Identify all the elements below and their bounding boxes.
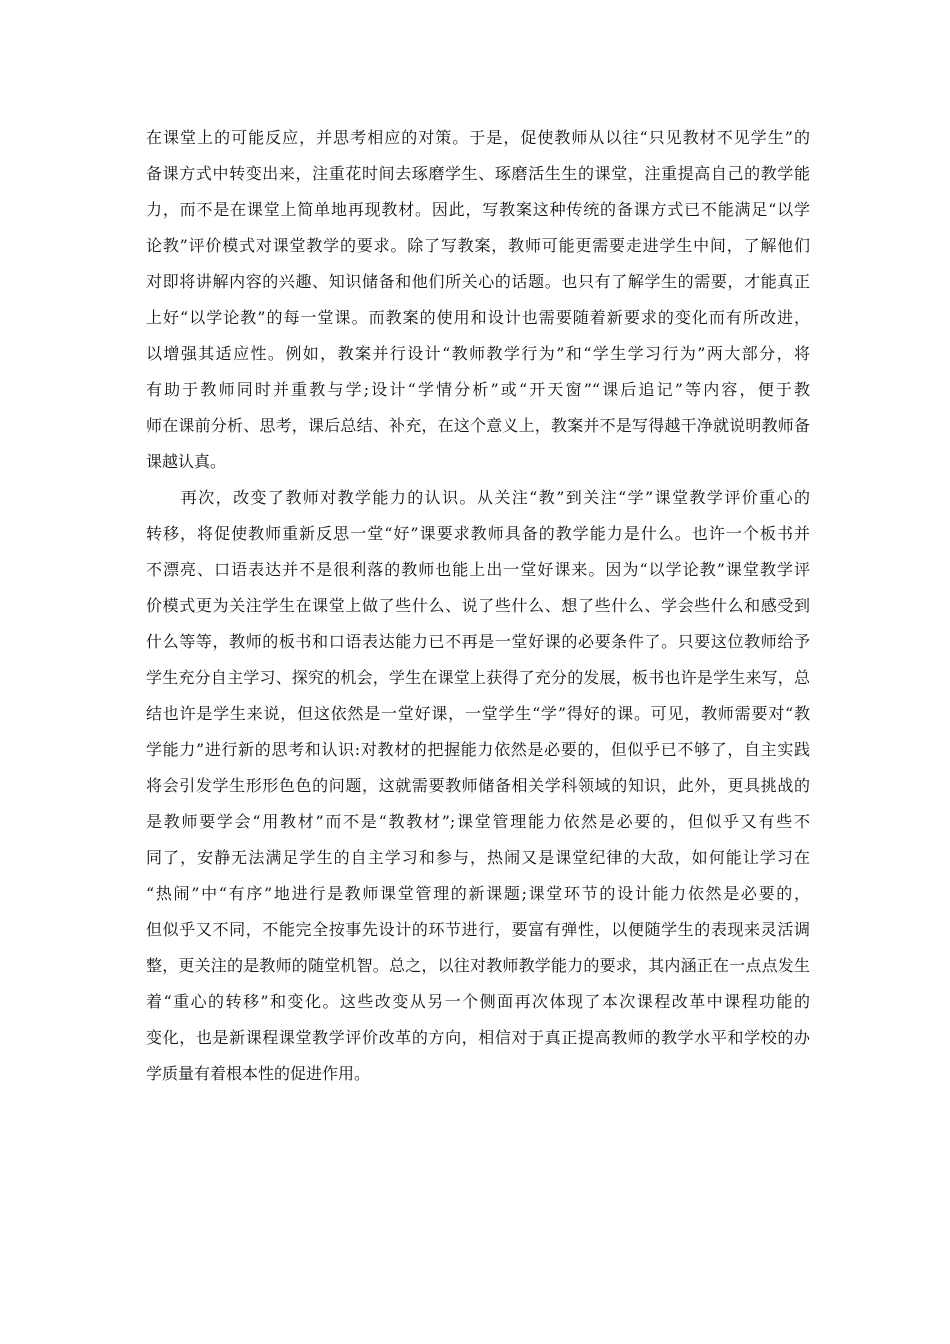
text-line: 结也许是学生来说，但这依然是一堂好课，一堂学生“学”得好的课。可见，教师需要对“教 xyxy=(146,704,810,723)
paragraph-2 xyxy=(146,480,810,1092)
text-line: 什么等等，教师的板书和口语表达能力已不再是一堂好课的必要条件了。只要这位教师给予 xyxy=(146,632,810,651)
text-line: 是教师要学会“用教材”而不是“教教材”;课堂管理能力依然是必要的，但似乎又有些不 xyxy=(146,812,810,831)
text-line: 学质量有着根本性的促进作用。 xyxy=(146,1064,371,1083)
text-line: 备课方式中转变出来，注重花时间去琢磨学生、琢磨活生生的课堂，注重提高自己的教学能 xyxy=(146,164,810,183)
text-line: 以增强其适应性。例如，教案并行设计“教师教学行为”和“学生学习行为”两大部分，将 xyxy=(146,344,810,363)
text-line: 课越认真。 xyxy=(146,452,227,471)
text-line: 整，更关注的是教师的随堂机智。总之，以往对教师教学能力的要求，其内涵正在一点点发生 xyxy=(146,956,810,975)
text-line: 将会引发学生形形色色的问题，这就需要教师储备相关学科领域的知识，此外，更具挑战的 xyxy=(146,776,810,795)
text-line: 师在课前分析、思考，课后总结、补充，在这个意义上，教案并不是写得越干净就说明教师备 xyxy=(146,416,810,435)
text-line: 但似乎又不同，不能完全按事先设计的环节进行，要富有弹性，以便随学生的表现来灵活调 xyxy=(146,920,810,939)
text-line: 对即将讲解内容的兴趣、知识储备和他们所关心的话题。也只有了解学生的需要，才能真正 xyxy=(146,272,810,291)
text-line: 学能力”进行新的思考和认识:对教材的把握能力依然是必要的，但似乎已不够了，自主实践 xyxy=(146,740,810,759)
text-line: 同了，安静无法满足学生的自主学习和参与，热闹又是课堂纪律的大敌，如何能让学习在 xyxy=(146,848,810,867)
paragraph-1 xyxy=(146,120,810,480)
text-line: 再次，改变了教师对教学能力的认识。从关注“教”到关注“学”课堂教学评价重心的 xyxy=(146,488,810,507)
text-line: 变化，也是新课程课堂教学评价改革的方向，相信对于真正提高教师的教学水平和学校的办 xyxy=(146,1028,810,1047)
text-line: 上好“以学论教”的每一堂课。而教案的使用和设计也需要随着新要求的变化而有所改进， xyxy=(146,308,810,327)
text-line: 学生充分自主学习、探究的机会，学生在课堂上获得了充分的发展，板书也许是学生来写，总 xyxy=(146,668,810,687)
text-line: 转移，将促使教师重新反思一堂“好”课要求教师具备的教学能力是什么。也许一个板书并 xyxy=(146,524,810,543)
text-line: 着“重心的转移”和变化。这些改变从另一个侧面再次体现了本次课程改革中课程功能的 xyxy=(146,992,810,1011)
text-line: 价模式更为关注学生在课堂上做了些什么、说了些什么、想了些什么、学会些什么和感受到 xyxy=(146,596,810,615)
text-line: 不漂亮、口语表达并不是很利落的教师也能上出一堂好课来。因为“以学论教”课堂教学评 xyxy=(146,560,810,579)
text-line: 力，而不是在课堂上简单地再现教材。因此，写教案这种传统的备课方式已不能满足“以学 xyxy=(146,200,810,219)
text-line: 论教”评价模式对课堂教学的要求。除了写教案，教师可能更需要走进学生中间，了解他们 xyxy=(146,236,810,255)
text-line: 有助于教师同时并重教与学;设计“学情分析”或“开天窗”“课后追记”等内容，便于教 xyxy=(146,380,810,399)
document-body xyxy=(146,120,810,1092)
text-line: “热闹”中“有序”地进行是教师课堂管理的新课题;课堂环节的设计能力依然是必要的， xyxy=(146,884,810,903)
text-line: 在课堂上的可能反应，并思考相应的对策。于是，促使教师从以往“只见教材不见学生”的 xyxy=(146,128,810,147)
